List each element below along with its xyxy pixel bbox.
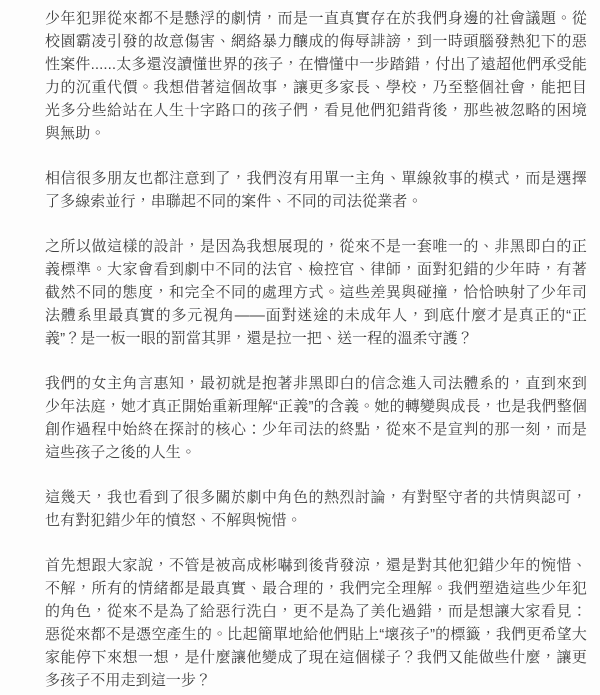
paragraph-design-rationale: 之所以做這樣的設計，是因為我想展現的，從來不是一套唯一的、非黑即白的正義標準。大家會看到劇中不同的法官、檢控官、律師，面對犯錯的少年時，有著截然不同的態度，和完全不同的處理方式。這些差異與碰撞，恰恰映射了少年司法體系里最真實的多元視角——面對迷途的未成年人，到底什麼才是真正的“正義”？是一板一眼的罰當其罪，還是拉一把、送一程的溫柔守護？: [45, 238, 587, 347]
paragraph-narrative-structure: 相信很多朋友也都注意到了，我們沒有用單一主角、單線敘事的模式，而是選擇了多線索並行，串聯起不同的案件、不同的司法從業者。: [45, 170, 587, 210]
paragraph-audience-discussion: 這幾天，我也看到了很多關於劇中角色的熱烈討論，有對堅守者的共情與認可，也有對犯錯少年的憤怒、不解與惋惜。: [45, 489, 587, 529]
paragraph-protagonist: 我們的女主角言惠知，最初就是抱著非黑即白的信念進入司法體系的，直到來到少年法庭，她才真正開始重新理解“正義”的含義。她的轉變與成長，也是我們整個創作過程中始終在探討的核心：少年司法的終點，從來不是宣判的那一刻，而是這些孩子之後的人生。: [45, 375, 587, 461]
paragraph-character-intent: 首先想跟大家說，不管是被高成彬嚇到後背發涼，還是對其他犯錯少年的惋惜、不解，所有的情緒都是最真實、最合理的，我們完全理解。我們塑造這些少年犯的角色，從來不是為了給惡行洗白，更不是為了美化過錯，而是想讓大家看見：惡從來都不是憑空產生的。比起簡單地給他們貼上“壞孩子”的標籤，我們更希望大家能停下來想一想，是什麼讓他變成了現在這個樣子？我們又能做些什麼，讓更多孩子不用走到這一步？: [45, 557, 587, 689]
paragraph-social-issue: 少年犯罪從來都不是懸浮的劇情，而是一直真實存在於我們身邊的社會議題。從校園霸凌引發的故意傷害、網絡暴力釀成的侮辱誹謗，到一時頭腦發熱犯下的惡性案件......太多還沒讀懂世界的孩子，在懵懂中一步踏錯，付出了遠超他們承受能力的沉重代價。我想借著這個故事，讓更多家長、學校，乃至整個社會，能把目光多分些給站在人生十字路口的孩子們，看見他們犯錯背後，那些被忽略的困境與無助。: [45, 10, 587, 142]
